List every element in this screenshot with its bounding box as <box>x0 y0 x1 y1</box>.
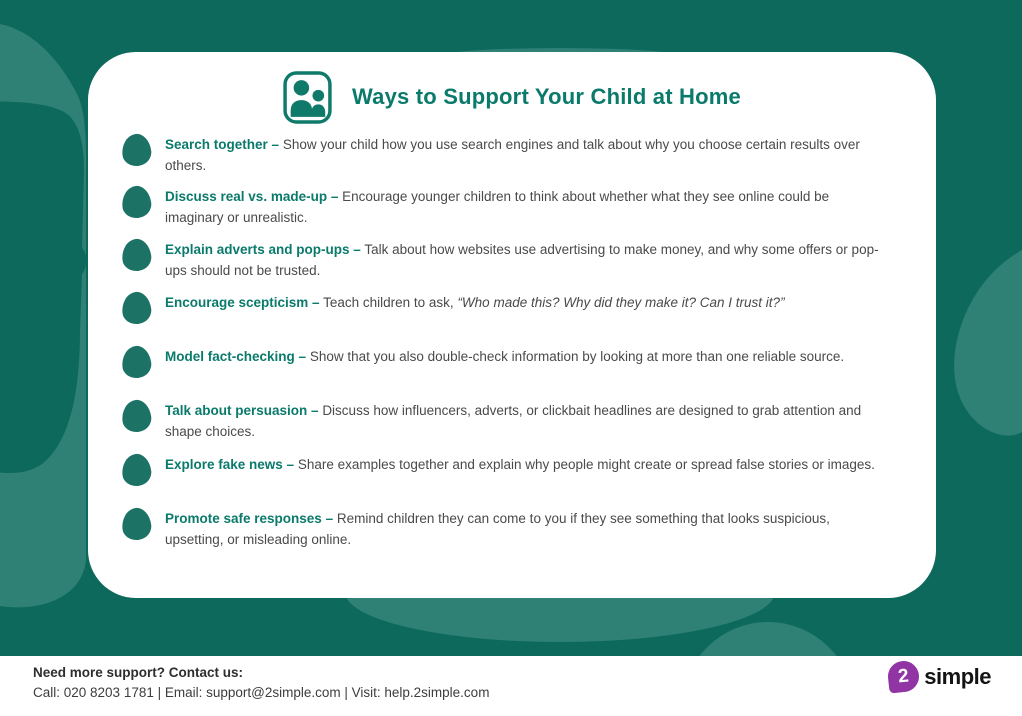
list-item-text <box>165 400 891 442</box>
bullet-egg-icon <box>120 506 153 541</box>
2simple-logo <box>888 661 991 692</box>
list-item-heading: Discuss real vs. made-up – <box>165 189 339 204</box>
list-item-heading: Search together – <box>165 137 280 152</box>
list-item-body: Show your child how you use search engines and talk about why you choose certain results over others. <box>165 137 860 173</box>
list-item-body: Discuss how influencers, adverts, or clickbait headlines are designed to grab attention and shape choices. <box>165 403 862 439</box>
list-item <box>122 508 891 550</box>
list-item-body: Remind children they can come to you if they see something that looks suspicious, upsetting, or misleading online. <box>165 511 830 547</box>
2simple-logo-icon: 2 <box>887 659 921 693</box>
list-item-body: Encourage younger children to think about whether what they see online could be imaginary or unrealistic. <box>165 189 830 225</box>
list-item <box>122 400 891 442</box>
content-card <box>88 52 936 598</box>
list-item <box>122 134 891 176</box>
list-item-heading: Model fact-checking – <box>165 349 307 364</box>
bullet-egg-icon <box>120 237 153 272</box>
page-title: Ways to Support Your Child at Home <box>352 84 741 109</box>
list-item-quote: “Who made this? Why did they make it? Can I trust it?” <box>457 295 785 310</box>
bullet-egg-icon <box>120 452 153 487</box>
list-item-heading: Encourage scepticism – <box>165 295 320 310</box>
list-item-text <box>165 292 891 313</box>
list-item-text <box>165 239 891 281</box>
list-item-heading: Promote safe responses – <box>165 511 334 526</box>
bullet-egg-icon <box>120 184 153 219</box>
list-item-text <box>165 346 891 367</box>
footer-support-heading: Need more support? Contact us: <box>33 665 244 680</box>
footer <box>0 656 1022 716</box>
list-item-text <box>165 134 891 176</box>
list-item <box>122 186 891 228</box>
2simple-logo-text: simple <box>924 663 991 689</box>
list-item <box>122 292 891 324</box>
bullet-egg-icon <box>120 290 153 325</box>
list-item-body: Talk about how websites use advertising to make money, and why some offers or pop-ups should not be trusted. <box>165 242 879 278</box>
list-item-text <box>165 454 891 475</box>
list-item-text <box>165 186 891 228</box>
list-item-body: Show that you also double-check information by looking at more than one reliable source. <box>309 349 845 364</box>
parent-child-icon <box>283 71 332 124</box>
footer-contact-block <box>33 663 489 703</box>
list-item-heading: Explain adverts and pop-ups – <box>165 242 361 257</box>
bullet-egg-icon <box>120 344 153 379</box>
list-item-heading: Talk about persuasion – <box>165 403 319 418</box>
list-item-body: Share examples together and explain why people might create or spread false stories or images. <box>297 457 875 472</box>
bullet-egg-icon <box>120 132 153 167</box>
list-item <box>122 454 891 486</box>
list-item-text <box>165 508 891 550</box>
list-item <box>122 239 891 281</box>
list-item <box>122 346 891 378</box>
bullet-egg-icon <box>120 398 153 433</box>
footer-contact-line: Call: 020 8203 1781 | Email: support@2simple.com | Visit: help.2simple.com <box>33 685 490 700</box>
list-item-body: Teach children to ask, <box>323 295 454 310</box>
list-item-heading: Explore fake news – <box>165 457 295 472</box>
card-header <box>88 69 936 125</box>
